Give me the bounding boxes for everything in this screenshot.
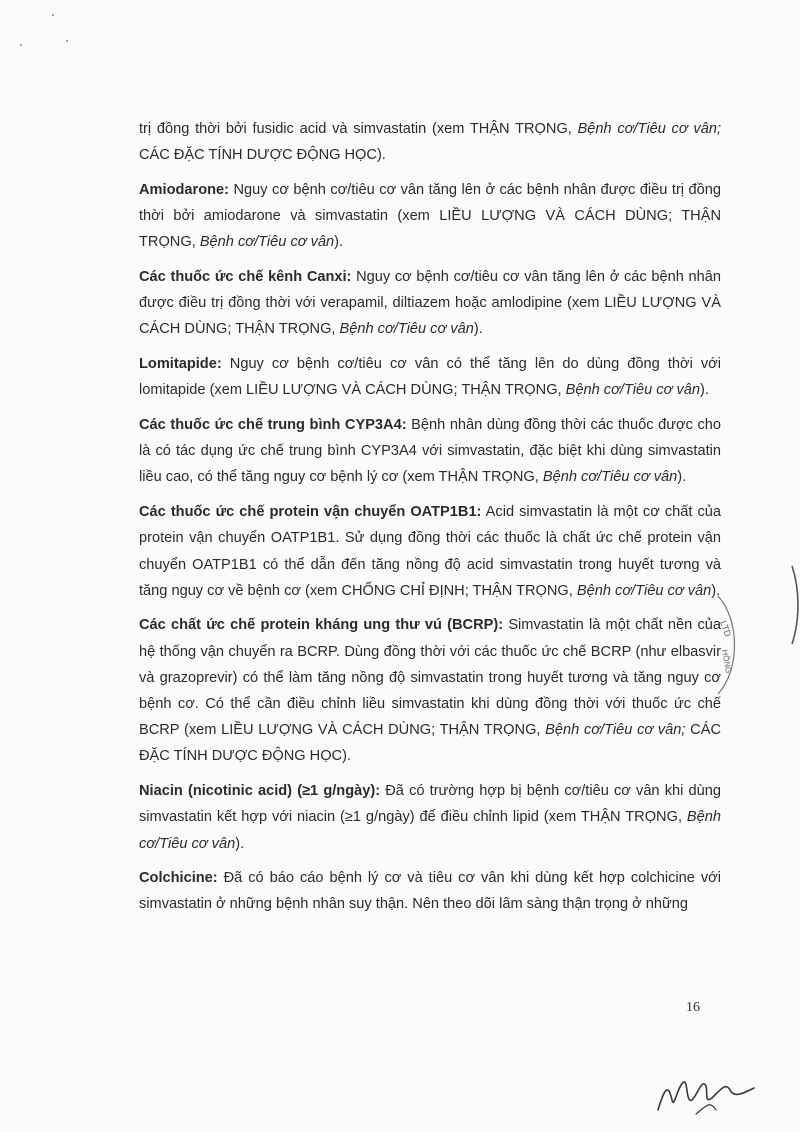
paragraph-heading: Các chất ức chế protein kháng ung thư vú (BCRP): (139, 617, 504, 634)
paragraph-text: ). (711, 582, 721, 599)
section-reference: Bệnh cơ/Tiêu cơ vân; (577, 121, 721, 137)
paragraph (139, 612, 721, 769)
paragraph-text: ). (473, 321, 483, 338)
paragraph-text: ). (334, 234, 344, 251)
paragraph-text: Bệnh nhân dùng đồng thời các thuốc được cho là có tác dụng ức chế trung bình CYP3A4 với simvastatin, đặc biệt khi dùng simvastatin liều cao, có thể tăng nguy cơ bệnh lý cơ (xem THẬN TRỌNG, (139, 417, 721, 486)
paragraph-heading: Các thuốc ức chế trung bình CYP3A4: (139, 417, 407, 434)
paragraph-text: Đã có báo cáo bệnh lý cơ và tiêu cơ vân khi dùng kết hợp colchicine với simvastatin ở những bệnh nhân suy thận. Nên theo dõi lâm sàng thận trọng ở những (139, 870, 721, 913)
paragraph (139, 499, 721, 604)
paragraph-text: Nguy cơ bệnh cơ/tiêu cơ vân tăng lên ở các bệnh nhân được điều trị đồng thời bởi amiodarone và simvastatin (xem LIỀU LƯỢNG VÀ CÁCH DÙNG; THẬN TRỌNG, (139, 181, 721, 251)
scan-speck (66, 40, 68, 42)
section-reference: Bệnh cơ/Tiêu cơ vân (139, 809, 721, 852)
section-reference: Bệnh cơ/Tiêu cơ vân (565, 382, 701, 399)
svg-text:LTD: LTD (718, 619, 734, 639)
page-number: 16 (686, 1000, 700, 1015)
paragraph (139, 778, 721, 857)
section-reference: Bệnh cơ/Tiêu cơ vân (576, 582, 712, 599)
paragraph-text: ). (235, 835, 245, 852)
scan-speck (20, 44, 22, 46)
paragraph-heading: Các thuốc ức chế kênh Canxi: (139, 269, 352, 286)
body-text (139, 116, 721, 926)
paragraph-heading: Amiodarone: (139, 181, 229, 198)
paragraph-text: CÁC ĐẶC TÍNH DƯỢC ĐỘNG HỌC). (139, 722, 721, 765)
paragraph-text: ). (677, 469, 687, 486)
paragraph (139, 264, 721, 343)
svg-text:HỒNG: HỒNG (720, 648, 734, 674)
paragraph-heading: Niacin (nicotinic acid) (≥1 g/ngày): (139, 783, 381, 800)
paragraph-text: Nguy cơ bệnh cơ/tiêu cơ vân có thể tăng lên do dùng đồng thời với lomitapide (xem LIỀU LƯỢNG VÀ CÁCH DÙNG; THẬN TRỌNG, (139, 356, 721, 399)
scan-speck (52, 14, 54, 16)
company-stamp-icon (700, 560, 800, 710)
paragraph (139, 351, 721, 403)
section-reference: Bệnh cơ/Tiêu cơ vân; (545, 722, 686, 739)
paragraph-text: Acid simvastatin là một cơ chất của protein vận chuyển OATP1B1. Sử dụng đồng thời các thuốc là chất ức chế protein vận chuyển OATP1B1 có thể dẫn đến tăng nồng độ acid simvastatin trong huyết tương và tăng nguy cơ về bệnh cơ (xem CHỐNG CHỈ ĐỊNH; THẬN TRỌNG, (139, 504, 721, 599)
signature-icon (650, 1060, 770, 1120)
paragraph (139, 412, 721, 491)
paragraph-text: Simvastatin là một chất nền của hệ thống vận chuyển ra BCRP. Dùng đồng thời với các thuốc ức chế BCRP (như elbasvir và grazoprevir) có thể làm tăng nồng độ simvastatin trong huyết tương và tăng nguy cơ bệnh cơ. Có thể cần điều chỉnh liều simvastatin khi dùng đồng thời với thuốc ức chế BCRP (xem LIỀU LƯỢNG VÀ CÁCH DÙNG; THẬN TRỌNG, (139, 617, 722, 739)
paragraph (139, 865, 721, 917)
paragraph-text: Nguy cơ bệnh cơ/tiêu cơ vân tăng lên ở các bệnh nhân được điều trị đồng thời với verapamil, diltiazem hoặc amlodipine (xem LIỀU LƯỢNG VÀ CÁCH DÙNG; THẬN TRỌNG, (139, 269, 721, 338)
section-reference: Bệnh cơ/Tiêu cơ vân (339, 321, 474, 338)
paragraph-heading: Các thuốc ức chế protein vận chuyển OATP1B1: (139, 504, 482, 521)
paragraph (139, 177, 721, 256)
paragraph-heading: Colchicine: (139, 870, 218, 887)
paragraph-text: Đã có trường hợp bị bệnh cơ/tiêu cơ vân khi dùng simvastatin kết hợp với niacin (≥1 g/ngày) để điều chỉnh lipid (xem THẬN TRỌNG, (139, 783, 721, 826)
section-reference: Bệnh cơ/Tiêu cơ vân (199, 234, 335, 251)
paragraph-heading: Lomitapide: (139, 356, 222, 373)
paragraph (139, 116, 721, 168)
paragraph-text: trị đồng thời bởi fusidic acid và simvastatin (xem THẬN TRỌNG, (139, 121, 578, 137)
section-reference: Bệnh cơ/Tiêu cơ vân (542, 469, 678, 486)
paragraph-text: ). (700, 382, 709, 399)
paragraph-text: CÁC ĐẶC TÍNH DƯỢC ĐỘNG HỌC). (139, 147, 386, 164)
